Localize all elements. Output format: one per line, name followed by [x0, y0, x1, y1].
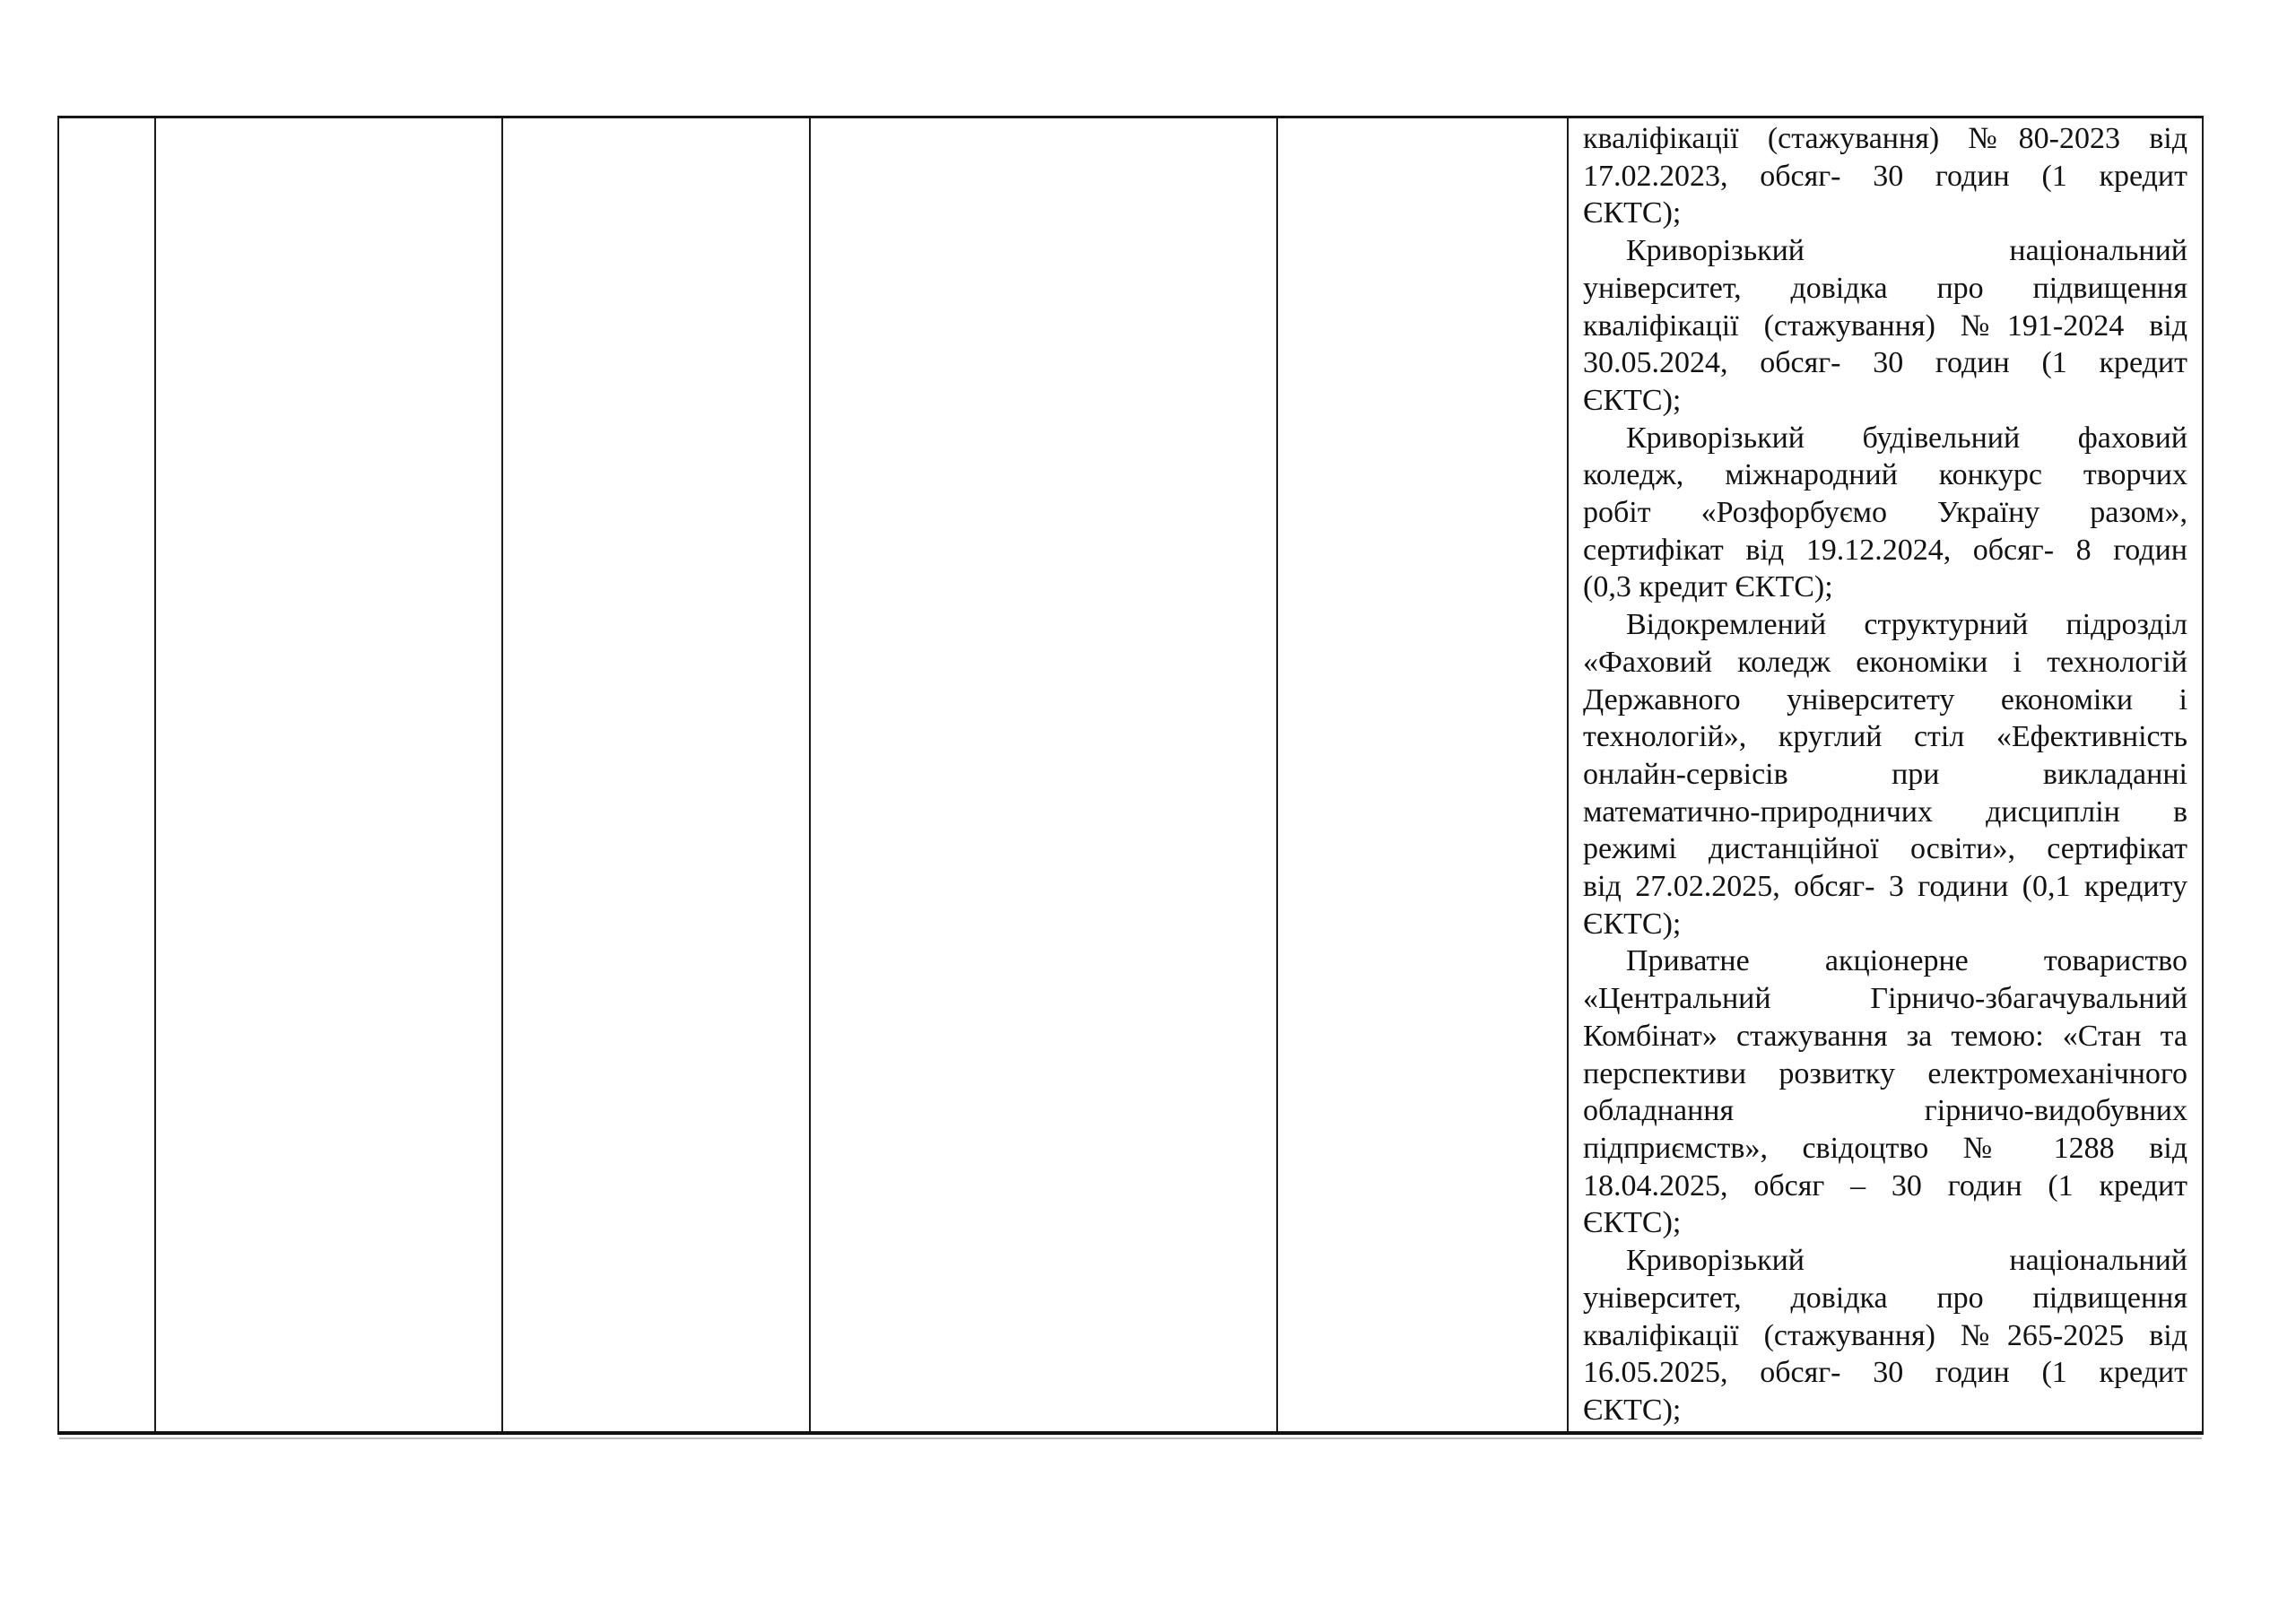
text-line: обладнання гірничо-видобувних — [1583, 1094, 2187, 1128]
text-line: Державного університету економіки і — [1583, 682, 2187, 716]
text-line: університет, довідка про підвищення — [1583, 1281, 2187, 1315]
text-line: «Фаховий коледж економіки і технологій — [1583, 645, 2187, 679]
text-line: 30.05.2024, обсяг- 30 годин (1 кредит — [1583, 346, 2187, 380]
text-line: ЄКТС); — [1583, 1206, 1682, 1240]
table-cell-3 — [503, 118, 811, 1431]
text-line: Криворізький національний — [1626, 1244, 2187, 1278]
table-cell-qualifications — [1569, 118, 2202, 1431]
text-line: онлайн-сервісів при викладанні — [1583, 757, 2187, 791]
text-line: ЄКТС); — [1583, 1393, 1682, 1427]
text-line: Приватне акціонерне товариство — [1626, 944, 2187, 978]
text-line: Відокремлений структурний підрозділ — [1626, 608, 2187, 642]
text-line: 18.04.2025, обсяг – 30 годин (1 кредит — [1583, 1168, 2187, 1203]
text-line: від 27.02.2025, обсяг- 3 години (0,1 кредиту — [1583, 870, 2187, 904]
text-line: перспективи розвитку електромеханічного — [1583, 1056, 2187, 1090]
text-line: математично-природничих дисциплін в — [1583, 795, 2187, 829]
text-line: коледж, міжнародний конкурс творчих — [1583, 458, 2187, 492]
text-line: 17.02.2023, обсяг- 30 годин (1 кредит — [1583, 159, 2187, 193]
text-line: ЄКТС); — [1583, 907, 1682, 941]
text-line: Комбінат» стажування за темою: «Стан та — [1583, 1019, 2187, 1053]
qualification-table — [57, 116, 2204, 1435]
text-line: 16.05.2025, обсяг- 30 годин (1 кредит — [1583, 1356, 2187, 1390]
text-line: Криворізький будівельний фаховий — [1626, 421, 2187, 455]
table-cell-5 — [1278, 118, 1569, 1431]
text-line: робіт «Розфорбуємо Україну разом», — [1583, 496, 2187, 530]
text-line: сертифікат від 19.12.2024, обсяг- 8 годин — [1583, 533, 2187, 567]
text-line: Криворізький національний — [1626, 234, 2187, 268]
text-line: кваліфікації (стажування) №80-2023 від — [1583, 122, 2187, 155]
text-line: ЄКТС); — [1583, 383, 1682, 417]
text-line: режимі дистанційної освіти», сертифікат — [1583, 832, 2187, 866]
text-line: кваліфікації (стажування) №265-2025 від — [1583, 1318, 2187, 1352]
table-cell-4 — [811, 118, 1278, 1431]
table-cell-2 — [156, 118, 503, 1431]
text-line: підприємств», свідоцтво № 1288 від — [1583, 1131, 2187, 1165]
text-line: університет, довідка про підвищення — [1583, 271, 2187, 305]
text-line: ЄКТС); — [1583, 196, 1682, 230]
text-line: «Центральний Гірничо-збагачувальний — [1583, 982, 2187, 1016]
text-line: (0,3 кредит ЄКТС); — [1583, 570, 1833, 604]
text-line: кваліфікації (стажування) №191-2024 від — [1583, 308, 2187, 343]
text-line: технологій», круглий стіл «Ефективність — [1583, 720, 2187, 754]
qualification-text — [1583, 120, 2187, 1429]
table-cell-number — [59, 118, 156, 1431]
